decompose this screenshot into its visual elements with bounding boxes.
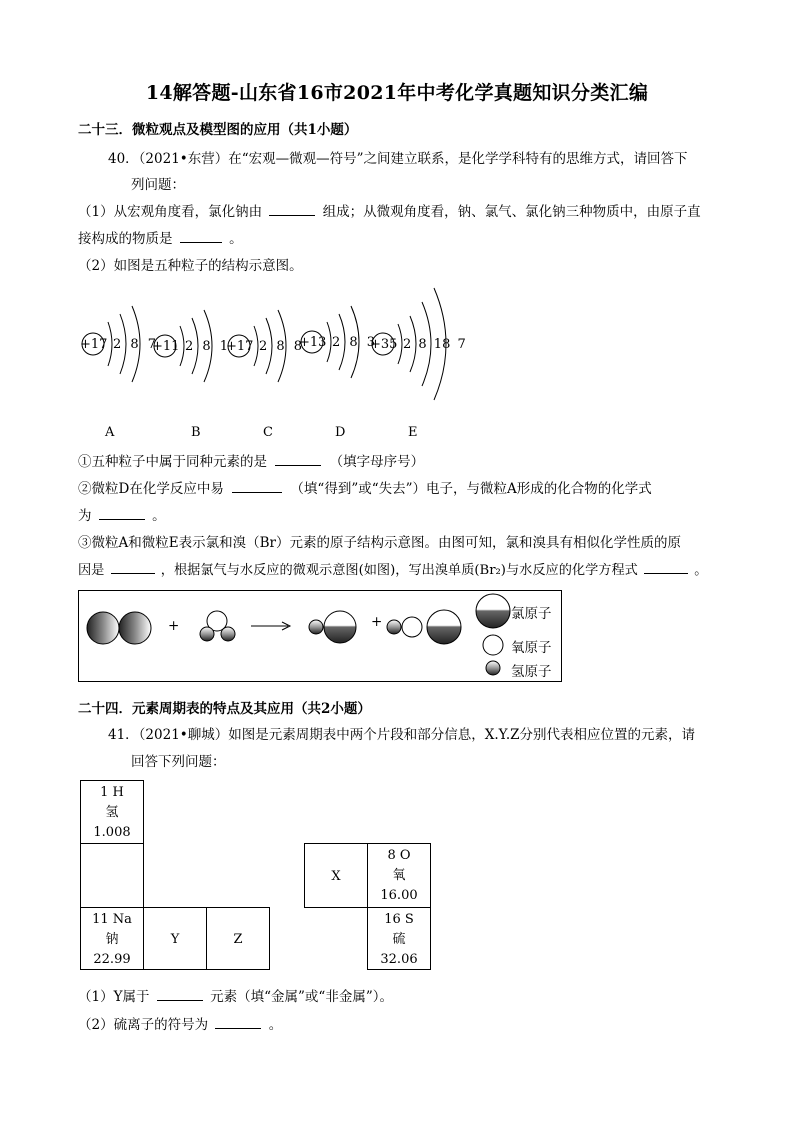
- atom-b-nucleus: +11: [152, 339, 180, 354]
- atom-c-nucleus: +17: [226, 339, 254, 354]
- q41-stem-line1: 41．（2021•聊城）如图是元素周期表中两个片段和部分信息，X.Y.Z分别代表相应位置的元素，请: [108, 727, 695, 743]
- answer-blank[interactable]: [232, 478, 282, 493]
- element-name: 钠: [105, 932, 119, 947]
- element-cell-x: [304, 843, 368, 908]
- element-cell-y: [143, 907, 207, 970]
- element-mass: 16.00: [380, 888, 418, 903]
- sub-question-2-line1: [78, 477, 652, 497]
- atom-a-nucleus: +17: [80, 337, 108, 352]
- q40-stem-line1: 40．（2021•东营）在“宏观—微观—符号”之间建立联系，是化学学科特有的思维方式，请回答下: [108, 151, 688, 167]
- sub-question-3-line1: ③微粒A和微粒E表示氯和溴（Br）元素的原子结构示意图。由图可知，氯和溴具有相似化学性质的原: [78, 535, 681, 551]
- answer-blank[interactable]: [644, 559, 688, 574]
- sub2-text-a: ②微粒D在化学反应中易: [78, 481, 224, 497]
- atom-c-shells: 2 8 8: [259, 339, 303, 354]
- answer-blank[interactable]: [99, 505, 145, 520]
- q41-stem-line2: 回答下列问题：: [131, 754, 226, 770]
- legend-hydrogen: 氢原子: [511, 664, 552, 680]
- q40-part1-line2: [78, 227, 243, 247]
- q40-stem-line2: 列问题：: [131, 177, 185, 193]
- element-cell-empty: [80, 843, 144, 908]
- atom-d-shells: 2 8 3: [332, 335, 376, 350]
- answer-blank[interactable]: [275, 451, 321, 466]
- sub-question-1: [78, 450, 424, 470]
- sub3-text-c: ，根据氯气与水反应的微观示意图(如图)，写出溴单质(Br₂)与水反应的化学方程式: [160, 563, 638, 578]
- atom-d-nucleus: +13: [299, 335, 327, 350]
- atom-c-label: C: [263, 425, 273, 440]
- element-name: 硫: [392, 932, 406, 947]
- q41-part2-text-a: （2）硫离子的符号为: [78, 1017, 209, 1033]
- sub1-text-a: ①五种粒子中属于同种元素的是: [78, 454, 267, 470]
- plus-sign: +: [168, 618, 180, 634]
- element-mass: 22.99: [93, 952, 131, 967]
- element-z-label: Z: [233, 932, 243, 947]
- q40-part2: （2）如图是五种粒子的结构示意图。: [78, 258, 303, 274]
- sub2-text-b: （填“得到”或“失去”）电子，与微粒A形成的化合物的化学式: [290, 481, 652, 497]
- q41-part2-text-b: 。: [268, 1017, 283, 1033]
- atom-e-shells: 2 8 18 7: [403, 337, 466, 352]
- element-number-symbol: 11 Na: [92, 912, 132, 927]
- q40-part1-text-b: 组成；从微观角度看，钠、氯气、氯化钠三种物质中，由原子直: [322, 204, 701, 220]
- sub3-text-b: 因是: [78, 563, 105, 578]
- element-mass: 1.008: [93, 825, 131, 840]
- q40-part1-text-c: 接构成的物质是: [78, 231, 173, 247]
- sub1-text-b: （填字母序号）: [329, 454, 425, 470]
- q41-part1: [78, 985, 393, 1005]
- element-cell-s: [367, 907, 431, 970]
- element-mass: 32.06: [380, 952, 418, 967]
- answer-blank[interactable]: [269, 201, 315, 216]
- atom-b-label: B: [191, 425, 201, 440]
- element-cell-h: [80, 780, 144, 844]
- element-number-symbol: 16 S: [384, 912, 414, 927]
- q41-part2: [78, 1013, 282, 1033]
- sub-question-2-line2: [78, 504, 166, 524]
- sub-question-3-line2: [78, 559, 707, 578]
- sub3-text-d: 。: [694, 563, 708, 578]
- reaction-diagram: [78, 590, 562, 682]
- atom-a-shells: 2 8 7: [113, 337, 157, 352]
- atom-e-nucleus: +35: [370, 337, 398, 352]
- answer-blank[interactable]: [180, 228, 222, 243]
- element-y-label: Y: [170, 932, 180, 947]
- atom-a-label: A: [105, 425, 115, 440]
- element-x-label: X: [331, 869, 341, 884]
- section-23-heading: 二十三．微粒观点及模型图的应用（共1小题）: [78, 122, 358, 138]
- answer-blank[interactable]: [215, 1014, 261, 1029]
- answer-blank[interactable]: [157, 986, 203, 1001]
- element-number-symbol: 1 H: [100, 785, 124, 800]
- element-cell-na: [80, 907, 144, 970]
- legend-oxygen: 氧原子: [511, 640, 552, 656]
- section-24-heading: 二十四．元素周期表的特点及其应用（共2小题）: [78, 701, 371, 717]
- atom-b-shells: 2 8 1: [185, 339, 229, 354]
- answer-blank[interactable]: [111, 559, 155, 574]
- element-number-symbol: 8 O: [387, 848, 411, 863]
- q40-part1-line1: [78, 200, 701, 220]
- q40-part1-text-a: （1）从宏观角度看，氯化钠由: [78, 204, 263, 220]
- atom-e-label: E: [408, 425, 418, 440]
- element-cell-o: [367, 843, 431, 908]
- sub2-text-c: 为: [78, 508, 92, 524]
- page-title: 14解答题-山东省16市2021年中考化学真题知识分类汇编: [145, 82, 649, 104]
- q40-part1-text-d: 。: [229, 231, 243, 247]
- q41-part1-text-a: （1）Y属于: [78, 989, 150, 1005]
- element-cell-z: [206, 907, 270, 970]
- plus-sign: +: [371, 614, 383, 630]
- element-name: 氧: [392, 868, 406, 883]
- q41-part1-text-b: 元素（填“金属”或“非金属”）。: [210, 989, 393, 1005]
- sub2-text-d: 。: [152, 508, 166, 524]
- atom-d-label: D: [335, 425, 346, 440]
- element-name: 氢: [105, 805, 119, 820]
- legend-chlorine: 氯原子: [511, 606, 552, 622]
